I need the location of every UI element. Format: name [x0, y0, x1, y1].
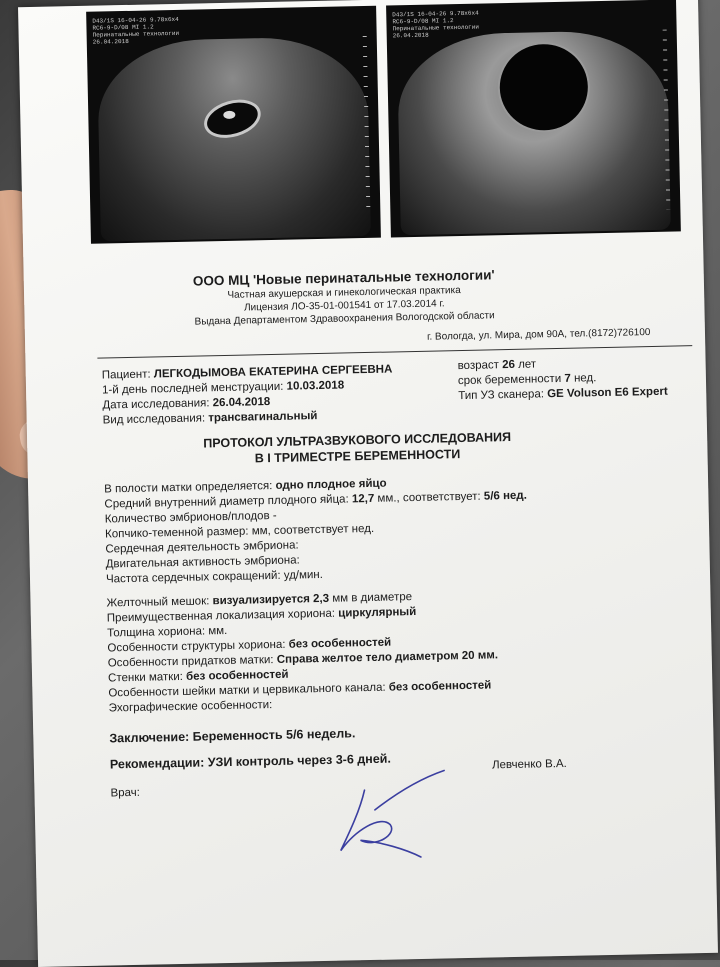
chorion-thickness-row: Толщина хориона: мм. — [107, 624, 228, 640]
diameter-weeks: 5/6 нед. — [483, 489, 528, 503]
heart-rate-row: Частота сердечных сокращений: уд/мин. — [105, 568, 324, 586]
diameter-label: Средний внутренний диаметр плодного яйца: — [104, 493, 349, 511]
exam-date-row — [102, 396, 270, 412]
lmp-value: 10.03.2018 — [286, 379, 345, 393]
ultrasound-left-scan — [97, 36, 371, 242]
term-value: 7 — [564, 372, 571, 385]
scanner-value: GE Voluson E6 Expert — [547, 385, 668, 401]
us-right-header-1: D43/1S 16-04-26 9.78x6x4 — [392, 9, 479, 19]
clinic-issued-by: Выдана Департаментом Здравоохранения Вологодской области — [194, 310, 495, 328]
yolk-unit: мм в диаметре — [332, 591, 413, 605]
yolk-label: Желточный мешок: — [106, 595, 210, 610]
conclusion-row — [109, 726, 355, 745]
yolk-value: визуализируется 2,3 — [212, 592, 330, 608]
lmp-row — [102, 379, 344, 396]
patient-name: ЛЕГКОДЫМОВА ЕКАТЕРИНА СЕРГЕЕВНА — [153, 363, 393, 381]
diameter-value: 12,7 — [351, 492, 375, 506]
cervix-value: без особенностей — [388, 679, 492, 694]
clinic-practice: Частная акушерская и гинекологическая практика — [227, 285, 461, 301]
age-row — [458, 358, 537, 372]
doctor-signature — [334, 768, 456, 865]
motor-activity-row: Двигательная активность эмбриона: — [105, 554, 300, 571]
us-left-header-2: RC6-9-D/08 MI 1.2 — [92, 23, 154, 32]
exam-type-value: трансвагинальный — [208, 410, 318, 425]
embryo-count-row: Количество эмбрионов/плодов - — [104, 509, 277, 526]
clinic-license: Лицензия ЛО-35-01-001541 от 17.03.2014 г. — [243, 298, 445, 314]
exam-date-value: 26.04.2018 — [212, 396, 271, 410]
header-divider — [97, 345, 692, 358]
conclusion-value: Беременность 5/6 недель. — [192, 726, 356, 744]
term-label: срок беременности — [457, 372, 562, 388]
adnexa-label: Особенности придатков матки: — [107, 654, 274, 670]
recommendations-label: Рекомендации: — [109, 755, 205, 772]
us-right-header-4: 26.04.2018 — [392, 31, 429, 40]
uterus-label: В полости матки определяется: — [104, 480, 273, 496]
doctor-name: Левченко В.А. — [491, 757, 567, 772]
uterine-walls-row — [108, 669, 289, 685]
chorion-structure-value: без особенностей — [288, 636, 392, 651]
patient-name-row — [102, 363, 393, 381]
us-left-header-1: D43/1S 16-04-26 9.78x6x4 — [92, 15, 179, 25]
us-right-header-2: RC6-9-D/08 MI 1.2 — [392, 17, 454, 26]
term-row — [458, 372, 597, 387]
exam-date-label: Дата исследования: — [102, 397, 210, 412]
walls-label: Стенки матки: — [107, 670, 184, 685]
age-value: 26 — [502, 358, 516, 372]
term-unit: нед. — [573, 372, 597, 385]
uterus-value: одно плодное яйцо — [275, 477, 387, 492]
us-left-header-3: Перинатальные технологии — [92, 29, 180, 39]
recommendations-value: УЗИ контроль через 3-6 дней. — [207, 751, 392, 770]
age-unit: лет — [518, 358, 537, 371]
chorion-label: Преимущественная локализация хориона: — [106, 607, 336, 625]
chorion-structure-label: Особенности структуры хориона: — [107, 638, 286, 655]
adnexa-value: Справа желтое тело диаметром 20 мм. — [276, 649, 499, 666]
cervix-label: Особенности шейки матки и цервикального канала: — [108, 681, 386, 700]
age-label: возраст — [457, 359, 500, 373]
lmp-label: 1-й день последней менструации: — [101, 380, 284, 397]
protocol-subtitle: В I ТРИМЕСТРЕ БЕРЕМЕННОСТИ — [254, 447, 461, 466]
us-left-header-4: 26.04.2018 — [92, 37, 129, 46]
chorion-location-row — [107, 606, 417, 624]
recommendations-row — [110, 752, 391, 772]
conclusion-label: Заключение: — [109, 729, 190, 746]
echo-features-row: Эхографические особенности: — [108, 699, 273, 715]
exam-type-row — [103, 410, 318, 426]
diameter-unit: мм., соответствует: — [377, 490, 481, 505]
exam-type-label: Вид исследования: — [102, 412, 206, 427]
patient-name-label: Пациент: — [101, 368, 151, 382]
us-right-header-3: Перинатальные технологии — [392, 23, 480, 33]
clinic-name: ООО МЦ 'Новые перинатальные технологии' — [192, 267, 495, 289]
heart-activity-row: Сердечная деятельность эмбриона: — [105, 539, 299, 556]
doctor-label: Врач: — [110, 786, 141, 800]
scanner-row — [458, 386, 668, 402]
walls-value: без особенностей — [185, 668, 289, 683]
ultrasound-image-right — [386, 0, 681, 237]
ultrasound-image-left — [86, 6, 381, 244]
protocol-title: ПРОТОКОЛ УЛЬТРАЗВУКОВОГО ИССЛЕДОВАНИЯ — [203, 429, 512, 451]
document-page — [18, 0, 718, 967]
clinic-address: г. Вологда, ул. Мира, дом 90А, тел.(8172)726100 — [426, 327, 651, 343]
crl-row: Копчико-теменной размер: мм, соответствует нед. — [104, 522, 375, 541]
chorion-value: циркулярный — [338, 606, 417, 620]
scanner-label: Тип УЗ сканера: — [458, 388, 545, 403]
